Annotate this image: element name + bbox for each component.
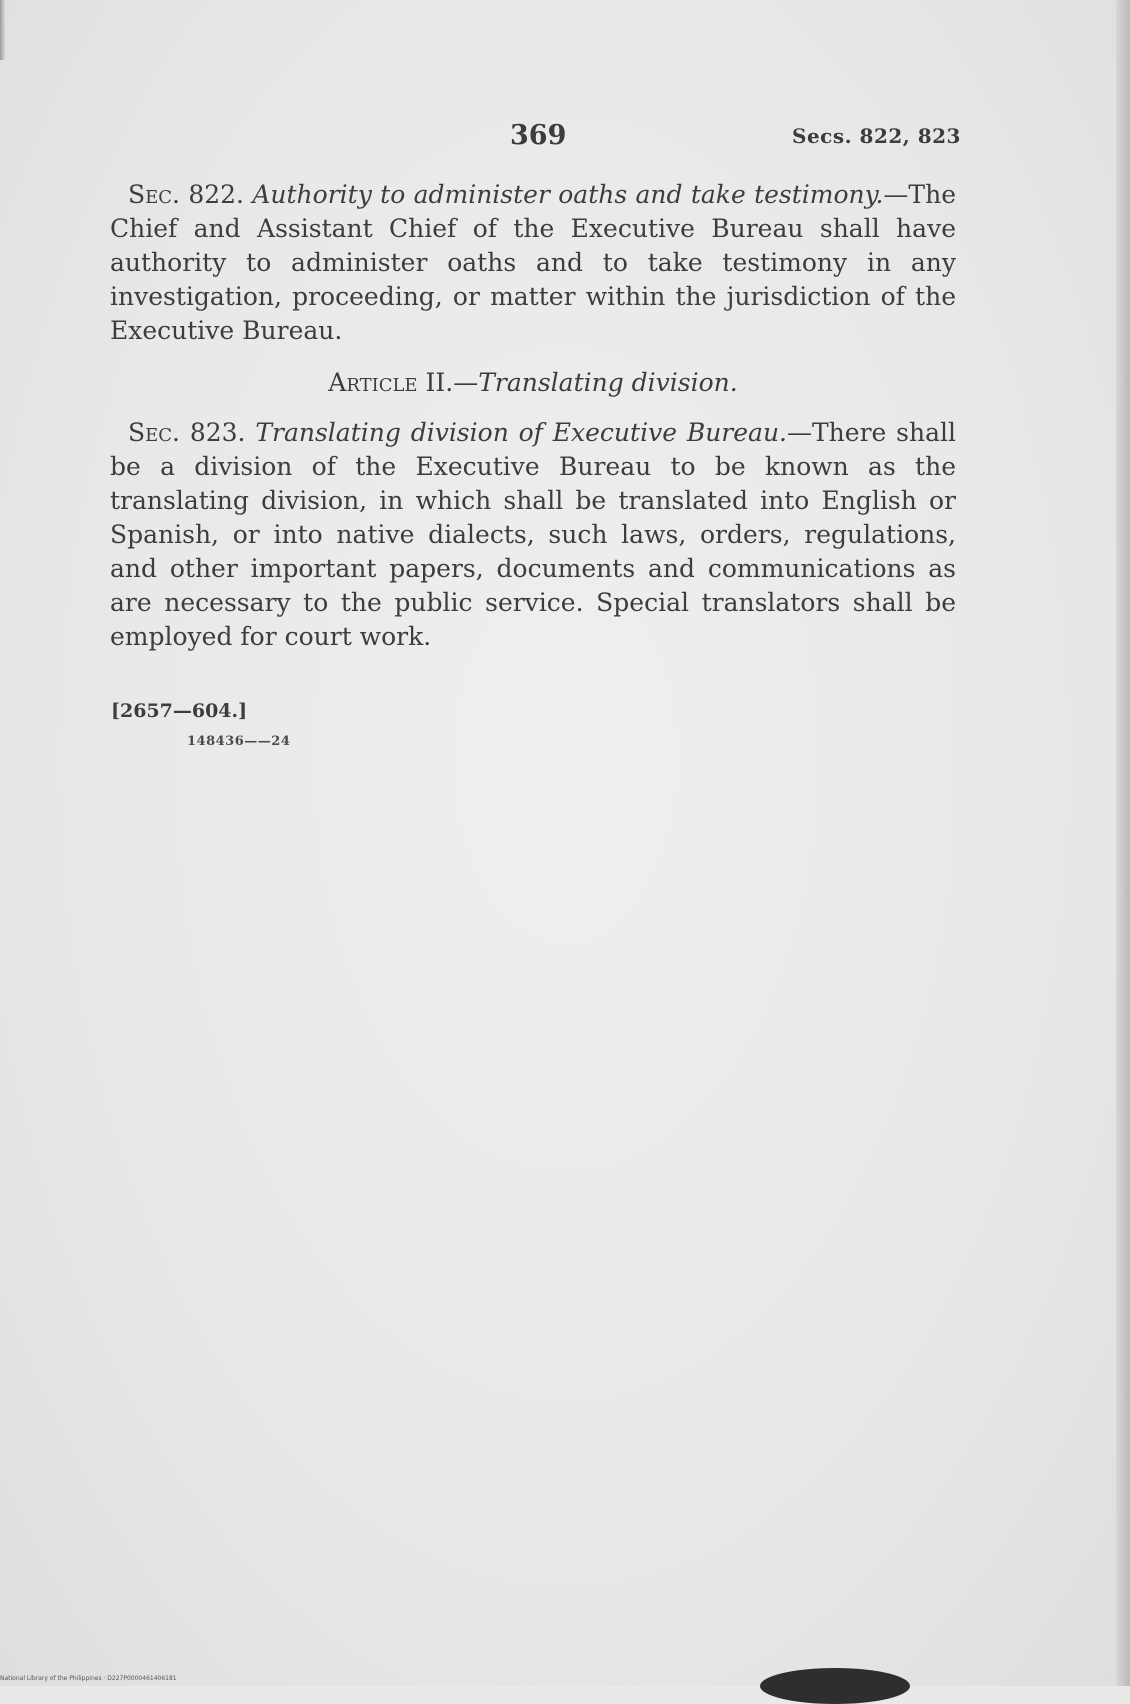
page-number: 369 bbox=[510, 120, 567, 151]
page-edge-shadow bbox=[1116, 0, 1130, 1686]
article-label: Article II. bbox=[328, 368, 454, 397]
section-823-paragraph bbox=[110, 416, 956, 654]
scan-artifact bbox=[760, 1668, 910, 1704]
page-edge-shadow-left bbox=[0, 0, 6, 60]
scan-credit: National Library of the Philippines · D227P0000461406181 bbox=[0, 1675, 177, 1682]
page-header bbox=[0, 120, 1130, 160]
printer-code: 148436——24 bbox=[187, 734, 291, 749]
source-citation: [2657—604.] bbox=[111, 700, 248, 722]
section-823-label: Sec. 823. bbox=[128, 418, 246, 447]
section-822-label: Sec. 822. bbox=[128, 180, 244, 209]
running-head-section-ref: Secs. 822, 823 bbox=[792, 124, 961, 148]
section-823-heading: Translating division of Executive Bureau. bbox=[255, 418, 787, 447]
body-text bbox=[110, 178, 956, 654]
section-822-text: —The Chief and Assistant Chief of the Executive Bureau shall have authority to administer oaths and to take testimony in any investigation, proceeding, or matter within the jurisdiction of the Executive Bureau. bbox=[110, 180, 956, 345]
article-heading bbox=[110, 366, 956, 400]
article-title: —Translating division. bbox=[453, 368, 738, 397]
section-822-paragraph bbox=[110, 178, 956, 348]
section-823-text: —There shall be a division of the Executive Bureau to be known as the translating division, in which shall be translated into English or Spanish, or into native dialects, such laws, orders, regulations, and other important papers, documents and communications as are necessary to the public service. Special translators shall be employed for court work. bbox=[110, 418, 956, 651]
section-822-heading: Authority to administer oaths and take testimony. bbox=[252, 180, 884, 209]
